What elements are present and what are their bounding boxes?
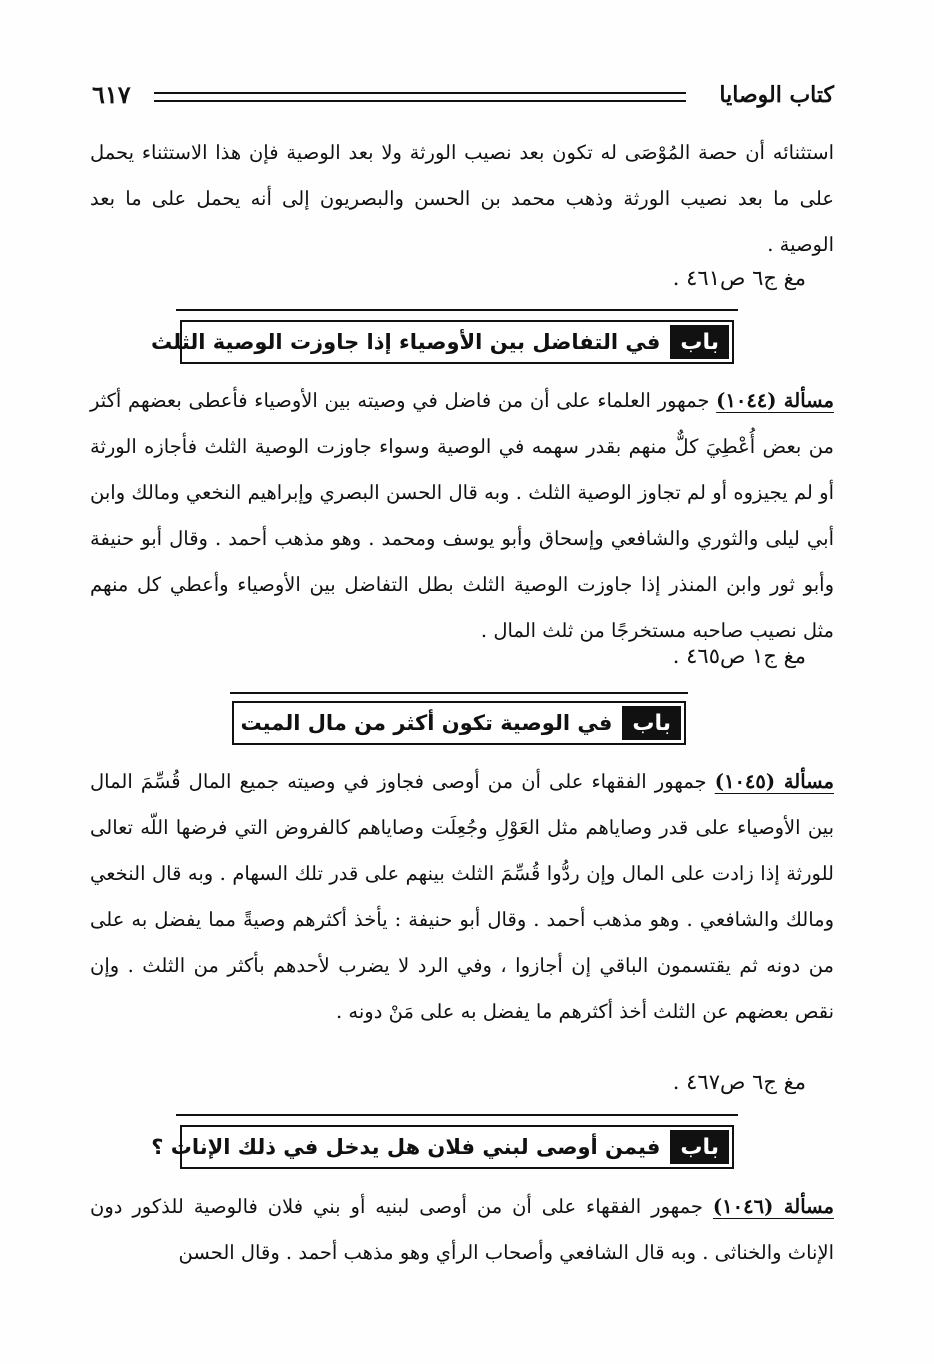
header-double-rule — [154, 92, 686, 102]
page-number: ٦١٧ — [92, 80, 131, 109]
section-1-masala-number: مسألة (١٠٤٤) — [716, 389, 834, 412]
section-3-paragraph — [90, 1184, 834, 1276]
section-3-text: جمهور الفقهاء على أن من أوصى لبنيه أو بني فلان فالوصية للذكور دون الإناث والخناثى . وبه قال الشافعي وأصحاب الرأي وهو مذهب أحمد . وقال الحسن — [90, 1195, 834, 1264]
section-3-heading-box — [151, 1125, 734, 1169]
section-1-text: جمهور العلماء على أن من فاضل في وصيته بين الأوصياء فأعطى بعضهم أكثر من بعض أُعْطِيَ كلٌّ منهم بقدر سهمه في الوصية وسواء جاوزت الوصية الثلث فأجازه الورثة أو لم يجيزوه أو لم تجاوز الوصية الثلث . وبه قال الحسن البصري وإبراهيم النخعي ومالك وابن أبي ليلى والثوري والشافعي وإسحاق وأبو يوسف ومحمد . وهو مذهب أحمد . وقال أبو حنيفة وأبو ثور وابن المنذر إذا جاوزت الوصية الثلث بطل التفاضل بين الأوصياء وأعطي كل منهم مثل نصيب صاحبه مستخرجًا من ثلث المال . — [90, 389, 834, 642]
section-1-heading-box — [151, 320, 734, 364]
section-1-bab-label: باب — [670, 325, 729, 359]
section-1-reference: مغ ج١ ص٤٦٥ . — [672, 644, 806, 668]
section-3-title: فيمن أوصى لبني فلان هل يدخل في ذلك الإناث ؟ — [151, 1135, 661, 1159]
section-1-paragraph — [90, 378, 834, 654]
book-title: كتاب الوصايا — [719, 82, 834, 108]
section-2-title: في الوصية تكون أكثر من مال الميت — [240, 711, 613, 735]
section-3-masala-number: مسألة (١٠٤٦) — [712, 1195, 834, 1218]
section-1-rule — [176, 309, 738, 311]
section-2-reference: مغ ج٦ ص٤٦٧ . — [672, 1070, 806, 1094]
section-2-paragraph — [90, 759, 834, 1035]
section-2-bab-label: باب — [622, 706, 681, 740]
intro-reference: مغ ج٦ ص٤٦١ . — [672, 266, 806, 290]
section-2-heading-box — [232, 701, 686, 745]
running-header — [92, 78, 834, 116]
section-2-rule — [230, 692, 688, 694]
section-2-text: جمهور الفقهاء على أن من أوصى فجاوز في وصيته جميع المال قُسِّمَ المال بين الأوصياء على قدر وصاياهم مثل العَوْلِ وجُعِلَت وصاياهم كالفروض التي فرضها اللّه تعالى للورثة إذا زادت على المال وإن ردُّوا قُسِّمَ الثلث بينهم على قدر تلك السهام . وبه قال النخعي ومالك والشافعي . وهو مذهب أحمد . وقال أبو حنيفة : يأخذ أكثرهم وصيةً مما يفضل به على من دونه ثم يقتسمون الباقي إن أجازوا ، وفي الرد لا يضرب لأحدهم بأكثر من الثلث . وإن نقص بعضهم عن الثلث أخذ أكثرهم ما يفضل به على مَنْ دونه . — [90, 770, 834, 1023]
section-2-masala-number: مسألة (١٠٤٥) — [714, 770, 835, 793]
intro-paragraph: استثنائه أن حصة المُوْصَى له تكون بعد نصيب الورثة ولا بعد الوصية فإن هذا الاستثناء يحمل على ما بعد نصيب الورثة وذهب محمد بن الحسن والبصريون إلى أنه يحمل على ما بعد الوصية . — [90, 141, 835, 256]
section-3-rule — [176, 1114, 738, 1116]
section-3-bab-label: باب — [670, 1130, 729, 1164]
section-1-title: في التفاضل بين الأوصياء إذا جاوزت الوصية الثلث — [151, 330, 661, 354]
